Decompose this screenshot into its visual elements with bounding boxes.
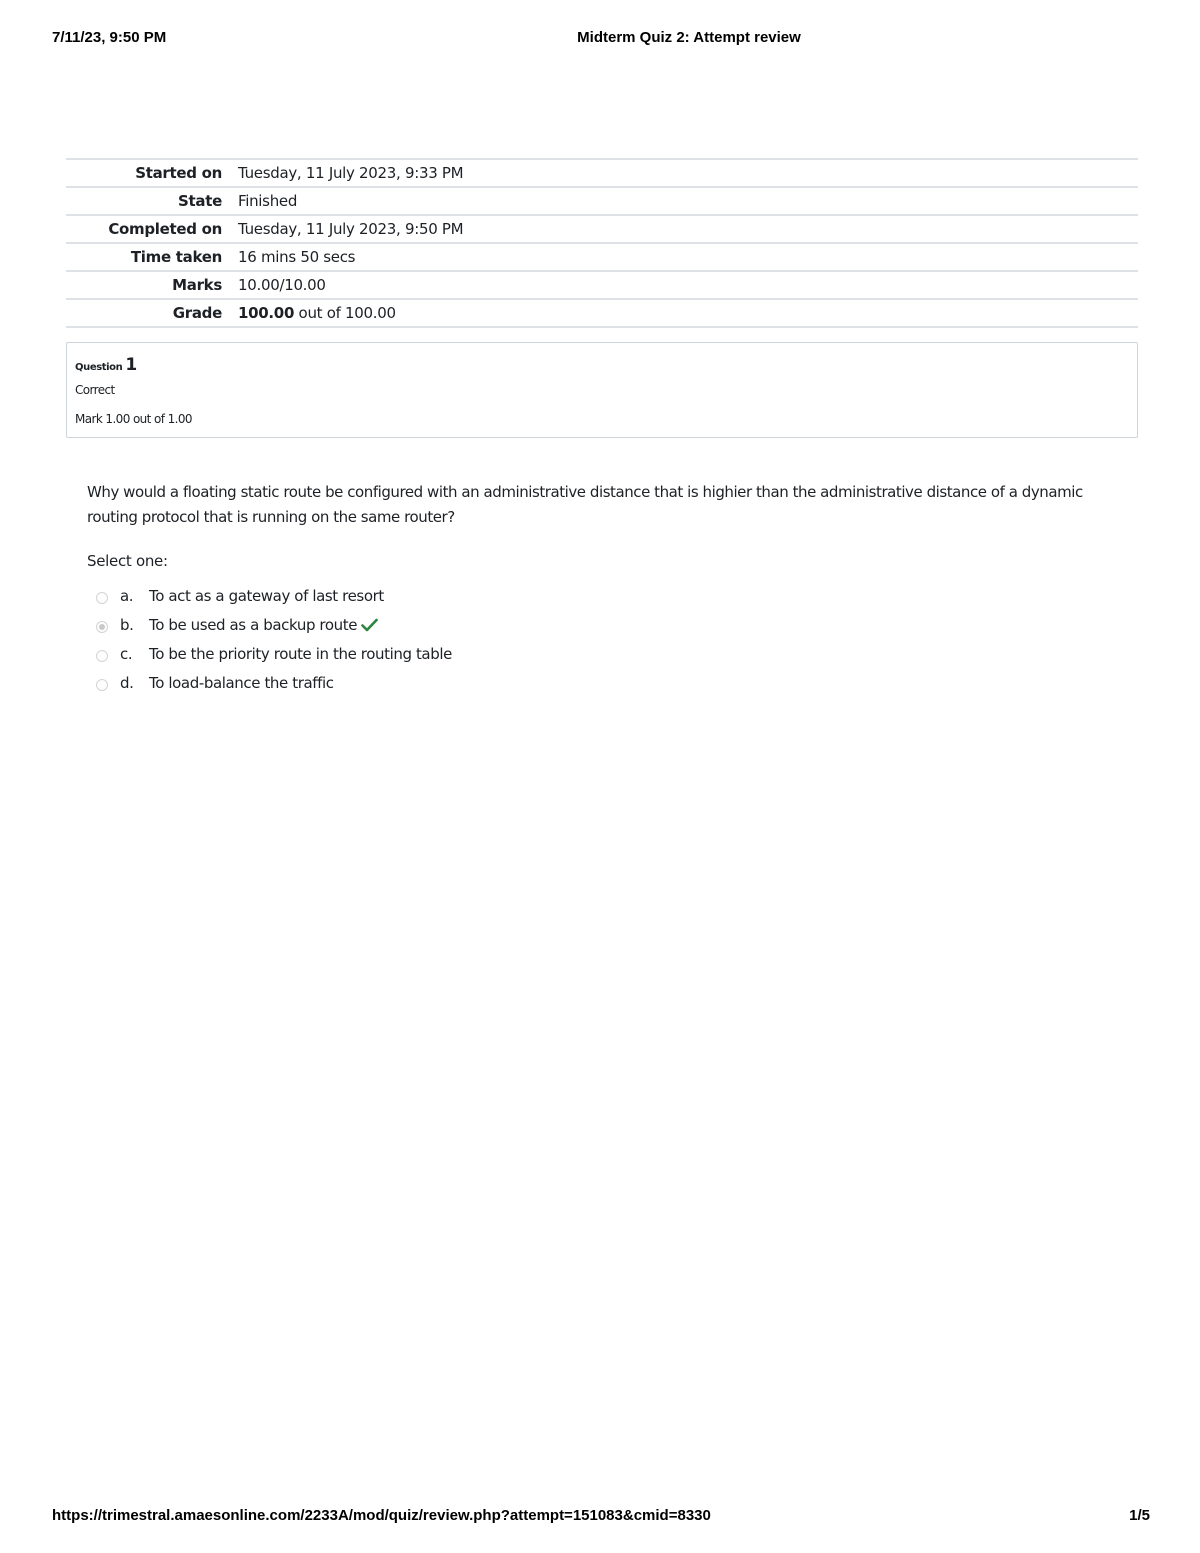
question-info-box bbox=[66, 342, 1138, 438]
summary-label: Completed on bbox=[66, 215, 236, 243]
summary-row-grade bbox=[66, 299, 1138, 327]
grade-out-of: out of 100.00 bbox=[294, 304, 396, 322]
answer-letter: b. bbox=[120, 616, 134, 634]
answer-text: To be used as a backup route bbox=[149, 616, 358, 634]
summary-value: Finished bbox=[236, 187, 1138, 215]
question-label: Question bbox=[75, 362, 123, 373]
summary-value: 16 mins 50 secs bbox=[236, 243, 1138, 271]
question-state: Correct bbox=[75, 383, 115, 397]
summary-label: State bbox=[66, 187, 236, 215]
question-text: Why would a floating static route be configured with an administrative distance that is highier than the administrative distance of a dynamic routing protocol that is running on the same router? bbox=[87, 483, 1083, 526]
answer-text: To act as a gateway of last resort bbox=[149, 587, 384, 605]
answer-list bbox=[95, 587, 695, 703]
answer-prompt: Select one: bbox=[87, 552, 168, 570]
answer-text-wrapper bbox=[149, 616, 378, 634]
attempt-summary-table bbox=[66, 158, 1138, 328]
answer-option-c[interactable] bbox=[95, 645, 695, 674]
summary-row-time-taken bbox=[66, 243, 1138, 271]
summary-label: Grade bbox=[66, 299, 236, 327]
question-number bbox=[75, 355, 137, 375]
answer-letter: a. bbox=[120, 587, 134, 605]
question-grade: Mark 1.00 out of 1.00 bbox=[75, 412, 192, 426]
summary-label: Started on bbox=[66, 159, 236, 187]
answer-option-b[interactable] bbox=[95, 616, 695, 645]
answer-text: To load-balance the traffic bbox=[149, 674, 334, 692]
radio-button-selected[interactable] bbox=[96, 621, 108, 633]
summary-row-started bbox=[66, 159, 1138, 187]
answer-letter: c. bbox=[120, 645, 133, 663]
summary-label: Marks bbox=[66, 271, 236, 299]
grade-score: 100.00 bbox=[238, 304, 295, 322]
radio-button[interactable] bbox=[96, 679, 108, 691]
summary-value: 10.00/10.00 bbox=[236, 271, 1138, 299]
radio-button[interactable] bbox=[96, 650, 108, 662]
correct-check-icon bbox=[361, 618, 378, 632]
summary-value: Tuesday, 11 July 2023, 9:33 PM bbox=[236, 159, 1138, 187]
print-date: 7/11/23, 9:50 PM bbox=[52, 29, 167, 46]
answer-text: To be the priority route in the routing table bbox=[149, 645, 452, 663]
answer-option-a[interactable] bbox=[95, 587, 695, 616]
summary-value: Tuesday, 11 July 2023, 9:50 PM bbox=[236, 215, 1138, 243]
summary-row-state bbox=[66, 187, 1138, 215]
question-number-value: 1 bbox=[125, 355, 138, 375]
answer-letter: d. bbox=[120, 674, 134, 692]
print-footer bbox=[0, 1507, 1200, 1527]
summary-value bbox=[236, 299, 1138, 327]
summary-row-marks bbox=[66, 271, 1138, 299]
radio-button[interactable] bbox=[96, 592, 108, 604]
summary-row-completed bbox=[66, 215, 1138, 243]
summary-label: Time taken bbox=[66, 243, 236, 271]
print-header bbox=[0, 29, 1200, 49]
print-page-title: Midterm Quiz 2: Attempt review bbox=[577, 29, 801, 46]
print-page-number: 1/5 bbox=[1129, 1507, 1150, 1524]
answer-option-d[interactable] bbox=[95, 674, 695, 703]
print-url: https://trimestral.amaesonline.com/2233A/mod/quiz/review.php?attempt=151083&cmid=8330 bbox=[52, 1507, 711, 1524]
